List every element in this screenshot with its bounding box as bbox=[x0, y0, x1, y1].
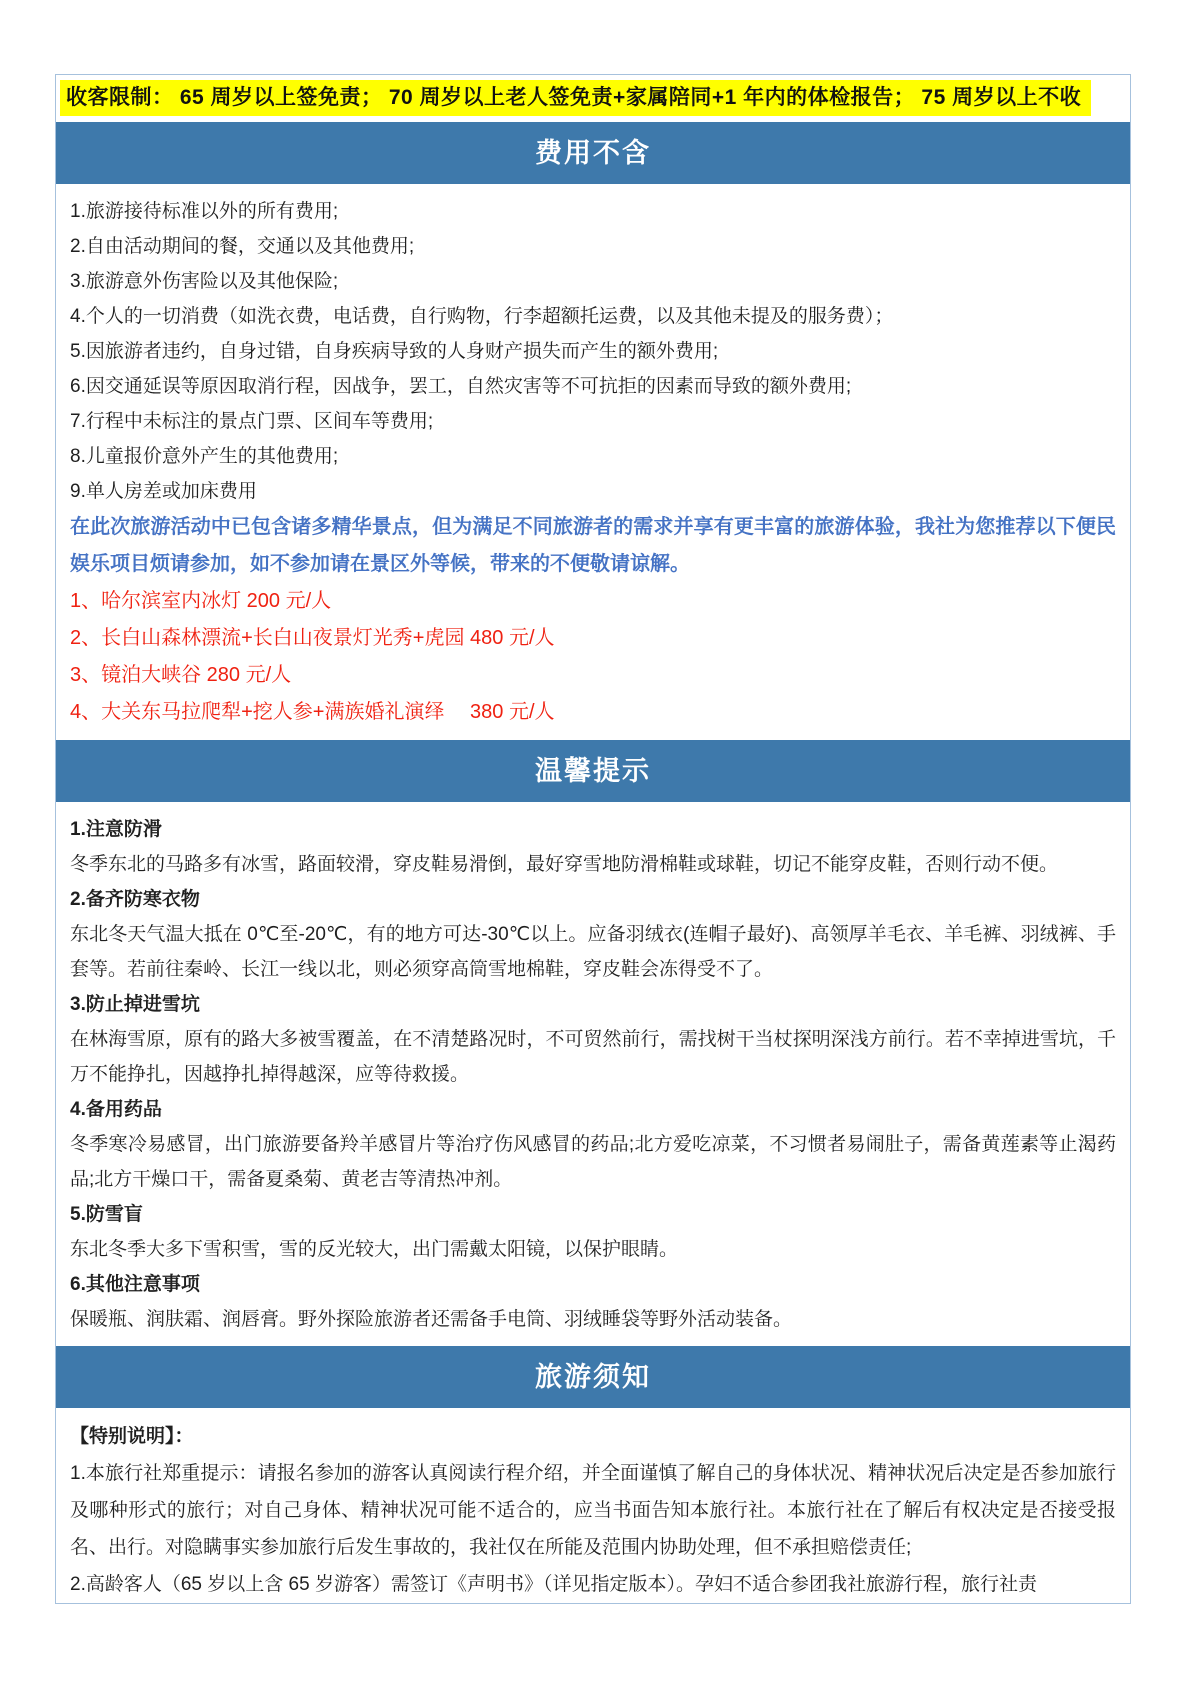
optional-item-2: 2、长白山森林漂流+长白山夜景灯光秀+虎园 480 元/人 bbox=[70, 627, 555, 649]
fees-excluded-title: 费用不含 bbox=[535, 138, 651, 168]
tip-heading-1: 1.注意防滑 bbox=[70, 819, 162, 840]
tip-heading-6: 6.其他注意事项 bbox=[70, 1274, 200, 1295]
fee-item-9: 9.单人房差或加床费用 bbox=[70, 481, 257, 502]
section-header-travel-notes bbox=[56, 1346, 1130, 1408]
tip-body-2: 东北冬天气温大抵在 0℃至-20℃，有的地方可达-30℃以上。应备羽绒衣(连帽子最好)、高领厚羊毛衣、羊毛裤、羽绒裤、手套等。若前往秦岭、长江一线以北，则必须穿高筒雪地棉鞋，穿皮鞋会冻得受不了。 bbox=[70, 924, 1116, 980]
passenger-restriction-banner bbox=[56, 75, 1130, 122]
tip-heading-5: 5.防雪盲 bbox=[70, 1204, 143, 1225]
tip-body-3: 在林海雪原，原有的路大多被雪覆盖，在不清楚路况时，不可贸然前行，需找树干当杖探明深浅方前行。若不幸掉进雪坑，千万不能挣扎，因越挣扎掉得越深，应等待救援。 bbox=[70, 1029, 1116, 1085]
fee-item-8: 8.儿童报价意外产生的其他费用; bbox=[70, 446, 339, 467]
tips-section bbox=[56, 802, 1130, 1346]
special-instructions-label: 【特别说明】： bbox=[70, 1426, 194, 1447]
fee-item-2: 2.自由活动期间的餐，交通以及其他费用; bbox=[70, 236, 415, 257]
recommended-activities-note: 在此次旅游活动中已包含诸多精华景点，但为满足不同旅游者的需求并享有更丰富的旅游体验，我社为您推荐以下便民娱乐项目烦请参加，如不参加请在景区外等候，带来的不便敬请谅解。 bbox=[70, 516, 1116, 575]
optional-item-3: 3、镜泊大峡谷 280 元/人 bbox=[70, 664, 292, 686]
optional-item-4: 4、大关东马拉爬犁+挖人参+满族婚礼演绎 380 元/人 bbox=[70, 701, 555, 723]
restriction-highlight-text: 收客限制： 65 周岁以上签免责； 70 周岁以上老人签免责+家属陪同+1 年内的体检报告； 75 周岁以上不收 bbox=[60, 80, 1091, 116]
fee-item-3: 3.旅游意外伤害险以及其他保险; bbox=[70, 271, 339, 292]
fee-item-1: 1.旅游接待标准以外的所有费用; bbox=[70, 201, 339, 222]
tip-heading-2: 2.备齐防寒衣物 bbox=[70, 889, 200, 910]
fee-item-4: 4.个人的一切消费（如洗衣费，电话费，自行购物，行李超额托运费，以及其他未提及的服务费）； bbox=[70, 306, 894, 327]
fees-excluded-section bbox=[56, 184, 1130, 740]
travel-note-paragraph-1: 1.本旅行社郑重提示：请报名参加的游客认真阅读行程介绍，并全面谨慎了解自己的身体状况、精神状况后决定是否参加旅行及哪种形式的旅行；对自己身体、精神状况可能不适合的，应当书面告知本旅行社。本旅行社在了解后有权决定是否接受报名、出行。对隐瞒事实参加旅行后发生事故的，我社仅在所能及范围内协助处理，但不承担赔偿责任; bbox=[70, 1463, 1116, 1558]
fee-item-6: 6.因交通延误等原因取消行程，因战争，罢工，自然灾害等不可抗拒的因素而导致的额外费用; bbox=[70, 376, 852, 397]
fee-item-7: 7.行程中未标注的景点门票、区间车等费用; bbox=[70, 411, 434, 432]
tip-body-6: 保暖瓶、润肤霜、润唇膏。野外探险旅游者还需备手电筒、羽绒睡袋等野外活动装备。 bbox=[70, 1309, 793, 1330]
travel-notes-section bbox=[56, 1408, 1130, 1604]
optional-item-1: 1、哈尔滨室内冰灯 200 元/人 bbox=[70, 590, 332, 612]
tip-heading-3: 3.防止掉进雪坑 bbox=[70, 994, 200, 1015]
tip-body-1: 冬季东北的马路多有冰雪，路面较滑，穿皮鞋易滑倒，最好穿雪地防滑棉鞋或球鞋，切记不能穿皮鞋，否则行动不便。 bbox=[70, 854, 1059, 875]
tip-heading-4: 4.备用药品 bbox=[70, 1099, 162, 1120]
tips-title: 温馨提示 bbox=[535, 756, 651, 786]
travel-note-paragraph-2: 2.高龄客人（65 岁以上含 65 岁游客）需签订《声明书》（详见指定版本）。孕妇不适合参团我社旅游行程，旅行社责 bbox=[70, 1574, 1037, 1595]
section-header-tips bbox=[56, 740, 1130, 802]
travel-notice-document bbox=[55, 74, 1131, 1604]
tip-body-5: 东北冬季大多下雪积雪，雪的反光较大，出门需戴太阳镜，以保护眼睛。 bbox=[70, 1239, 679, 1260]
fee-item-5: 5.因旅游者违约，自身过错，自身疾病导致的人身财产损失而产生的额外费用; bbox=[70, 341, 719, 362]
tip-body-4: 冬季寒冷易感冒，出门旅游要备羚羊感冒片等治疗伤风感冒的药品;北方爱吃凉菜，不习惯者易闹肚子，需备黄莲素等止渴药品;北方干燥口干，需备夏桑菊、黄老吉等清热冲剂。 bbox=[70, 1134, 1116, 1190]
travel-notes-title: 旅游须知 bbox=[535, 1362, 651, 1392]
section-header-fees-excluded bbox=[56, 122, 1130, 184]
